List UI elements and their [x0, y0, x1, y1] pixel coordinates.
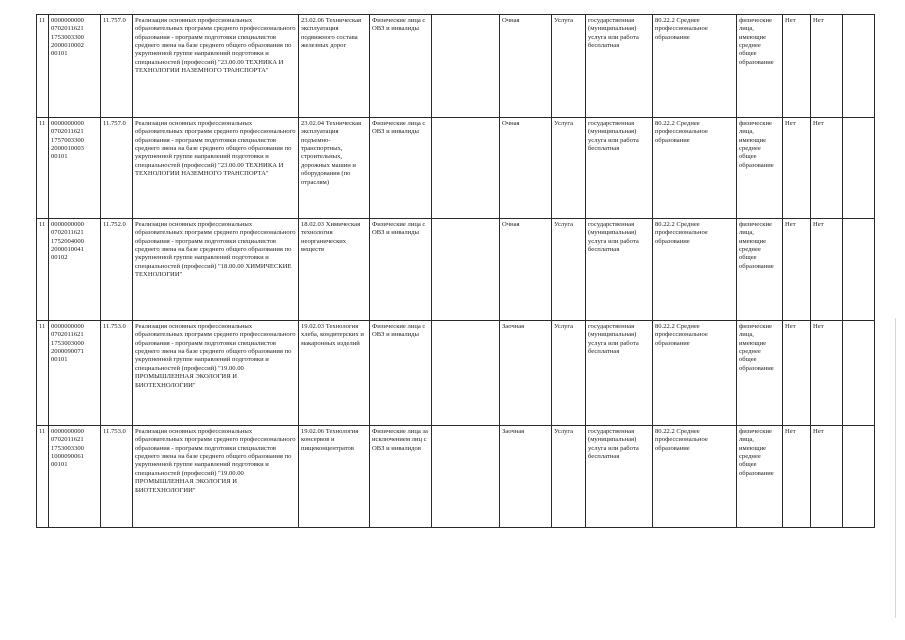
- service-type-cell: Услуга: [552, 118, 586, 219]
- study-form-cell: Заочная: [500, 426, 552, 528]
- table-row: [37, 321, 875, 426]
- program-cell: Реализация основных профессиональных образовательных программ среднего профессионального образования - программ подготовки специалистов среднего звена на базе среднего общего образования по укрупненной группе направлений подготовки и специальностей (профессий) "23.00.00 ТЕХНИКА И ТЕХНОЛОГИИ НАЗЕМНОГО ТРАНСПОРТА": [133, 118, 299, 219]
- row-number-cell: 11: [37, 219, 49, 321]
- service-type-cell: Услуга: [552, 321, 586, 426]
- study-form-cell: Очная: [500, 15, 552, 118]
- empty-cell: [432, 426, 500, 528]
- program-cell: Реализация основных профессиональных образовательных программ среднего профессионального образования - программ подготовки специалистов среднего звена на базе среднего общего образования по укрупненной группе направлений подготовки и специальностей (профессий) "19.00.00 ПРОМЫШЛЕННАЯ ЭКОЛОГИЯ И БИОТЕХНОЛОГИИ": [133, 321, 299, 426]
- study-form-cell: Очная: [500, 118, 552, 219]
- services-register-table: [36, 14, 875, 528]
- empty-cell: [432, 219, 500, 321]
- empty-cell: [843, 426, 875, 528]
- table-row: [37, 219, 875, 321]
- registry-code-cell: 0000000000 0702011621 1753003300 1000090061 00101: [49, 426, 101, 528]
- okved-cell: 11.753.0: [101, 321, 133, 426]
- service-kind-cell: государственная (муниципальная) услуга или работа бесплатная: [586, 321, 653, 426]
- flag-cell-2: Нет: [811, 15, 843, 118]
- education-level-cell: 80.22.2 Среднее профессиональное образование: [653, 321, 737, 426]
- education-level-cell: 80.22.2 Среднее профессиональное образование: [653, 15, 737, 118]
- service-kind-cell: государственная (муниципальная) услуга или работа бесплатная: [586, 118, 653, 219]
- okved-cell: 11.757.0: [101, 118, 133, 219]
- education-level-cell: 80.22.2 Среднее профессиональное образование: [653, 219, 737, 321]
- service-type-cell: Услуга: [552, 15, 586, 118]
- education-level-cell: 80.22.2 Среднее профессиональное образование: [653, 118, 737, 219]
- program-cell: Реализация основных профессиональных образовательных программ среднего профессионального образования - программ подготовки специалистов среднего звена на базе среднего общего образования по укрупненной группе направлений подготовки и специальностей (профессий) "18.00.00 ХИМИЧЕСКИЕ ТЕХНОЛОГИИ": [133, 219, 299, 321]
- specialty-cell: 23.02.06 Техническая эксплуатация подвижного состава железных дорог: [299, 15, 370, 118]
- consumers-cell: физические лица, имеющие среднее общее образование: [737, 321, 783, 426]
- flag-cell-1: Нет: [783, 426, 811, 528]
- registry-code-cell: 0000000000 0702011621 1757003300 2000010003 00101: [49, 118, 101, 219]
- row-number-cell: 11: [37, 118, 49, 219]
- category-cell: Физические лица с ОВЗ и инвалиды: [370, 321, 432, 426]
- category-cell: Физические лица за исключением лиц с ОВЗ и инвалидов: [370, 426, 432, 528]
- empty-cell: [843, 15, 875, 118]
- consumers-cell: физические лица, имеющие среднее общее образование: [737, 426, 783, 528]
- registry-code-cell: 0000000000 0702011621 1752004000 2000010041 00102: [49, 219, 101, 321]
- specialty-cell: 23.02.04 Техническая эксплуатация подъемно-транспортных, строительных, дорожных машин и оборудования (по отраслям): [299, 118, 370, 219]
- empty-cell: [432, 118, 500, 219]
- empty-cell: [843, 321, 875, 426]
- scan-edge-line: [895, 318, 896, 618]
- service-kind-cell: государственная (муниципальная) услуга или работа бесплатная: [586, 15, 653, 118]
- service-type-cell: Услуга: [552, 219, 586, 321]
- flag-cell-1: Нет: [783, 321, 811, 426]
- specialty-cell: 19.02.06 Технология консервов и пищеконцентратов: [299, 426, 370, 528]
- flag-cell-2: Нет: [811, 321, 843, 426]
- empty-cell: [843, 118, 875, 219]
- okved-cell: 11.752.0: [101, 219, 133, 321]
- flag-cell-1: Нет: [783, 15, 811, 118]
- consumers-cell: физические лица, имеющие среднее общее образование: [737, 219, 783, 321]
- service-kind-cell: государственная (муниципальная) услуга или работа бесплатная: [586, 426, 653, 528]
- program-cell: Реализация основных профессиональных образовательных программ среднего профессионального образования - программ подготовки специалистов среднего звена на базе среднего общего образования по укрупненной группе направлений подготовки и специальностей (профессий) "23.00.00 ТЕХНИКА И ТЕХНОЛОГИИ НАЗЕМНОГО ТРАНСПОРТА": [133, 15, 299, 118]
- consumers-cell: физические лица, имеющие среднее общее образование: [737, 15, 783, 118]
- program-cell: Реализация основных профессиональных образовательных программ среднего профессионального образования - программ подготовки специалистов среднего звена на базе среднего общего образования по укрупненной группе направлений подготовки и специальностей (профессий) "19.00.00 ПРОМЫШЛЕННАЯ ЭКОЛОГИЯ И БИОТЕХНОЛОГИИ": [133, 426, 299, 528]
- flag-cell-2: Нет: [811, 118, 843, 219]
- empty-cell: [432, 321, 500, 426]
- category-cell: Физические лица с ОВЗ и инвалиды: [370, 15, 432, 118]
- empty-cell: [843, 219, 875, 321]
- row-number-cell: 11: [37, 426, 49, 528]
- row-number-cell: 11: [37, 321, 49, 426]
- flag-cell-1: Нет: [783, 219, 811, 321]
- education-level-cell: 80.22.2 Среднее профессиональное образование: [653, 426, 737, 528]
- flag-cell-1: Нет: [783, 118, 811, 219]
- study-form-cell: Очная: [500, 219, 552, 321]
- flag-cell-2: Нет: [811, 219, 843, 321]
- okved-cell: 11.753.0: [101, 426, 133, 528]
- document-page: [36, 14, 875, 528]
- service-kind-cell: государственная (муниципальная) услуга или работа бесплатная: [586, 219, 653, 321]
- registry-code-cell: 0000000000 0702011621 1753003000 2000090071 00101: [49, 321, 101, 426]
- table-row: [37, 118, 875, 219]
- empty-cell: [432, 15, 500, 118]
- okved-cell: 11.757.0: [101, 15, 133, 118]
- specialty-cell: 19.02.03 Технология хлеба, кондитерских и макаронных изделий: [299, 321, 370, 426]
- category-cell: Физические лица с ОВЗ и инвалиды: [370, 118, 432, 219]
- consumers-cell: физические лица, имеющие среднее общее образование: [737, 118, 783, 219]
- service-type-cell: Услуга: [552, 426, 586, 528]
- row-number-cell: 11: [37, 15, 49, 118]
- registry-code-cell: 0000000000 0702011621 1753003300 2000010002 00101: [49, 15, 101, 118]
- study-form-cell: Заочная: [500, 321, 552, 426]
- specialty-cell: 18.02.03 Химическая технология неорганических веществ: [299, 219, 370, 321]
- flag-cell-2: Нет: [811, 426, 843, 528]
- table-row: [37, 426, 875, 528]
- category-cell: Физические лица с ОВЗ и инвалиды: [370, 219, 432, 321]
- table-row: [37, 15, 875, 118]
